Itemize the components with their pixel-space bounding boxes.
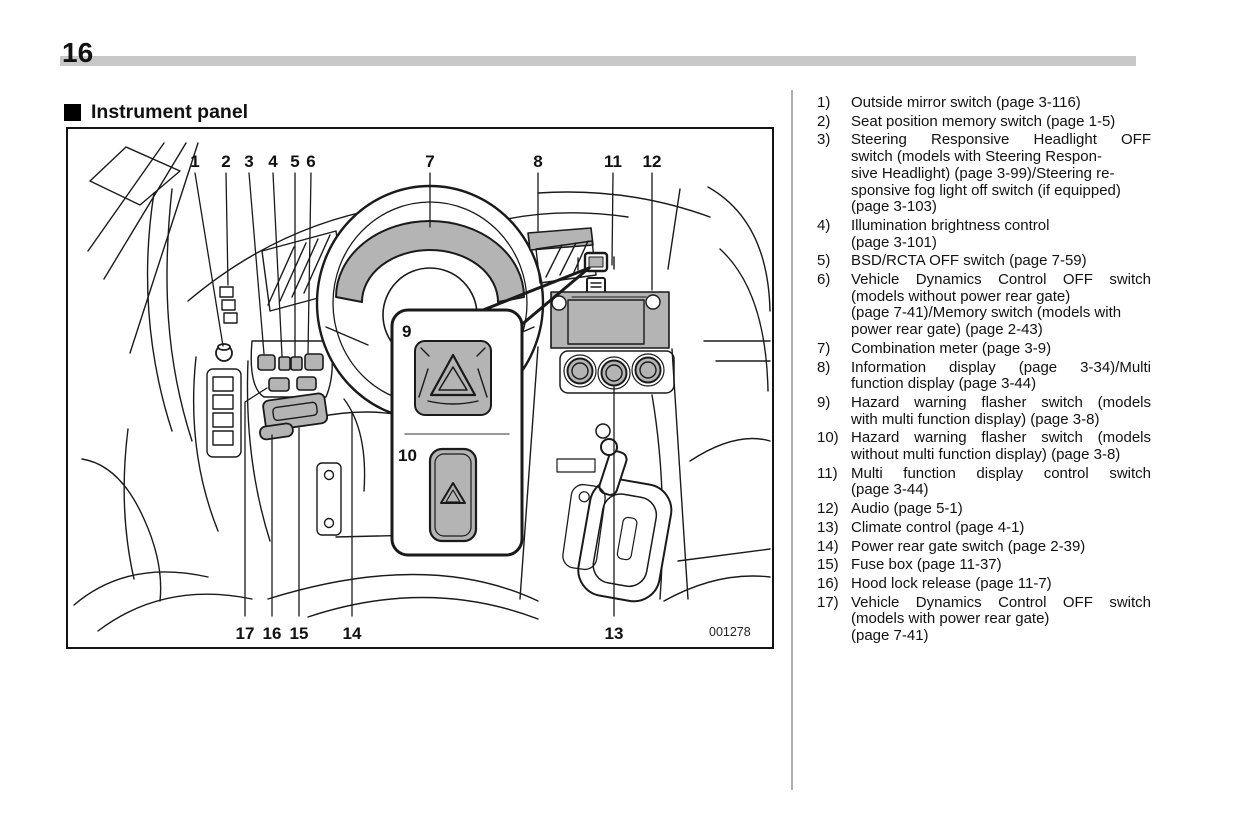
callout-14: 14: [342, 624, 362, 643]
legend-item-text: [851, 132, 1151, 216]
legend-item-line: Power rear gate switch (page 2-39): [851, 537, 1086, 555]
figure-code: 001278: [709, 625, 751, 639]
legend-item: [817, 253, 1151, 270]
legend-item-line: switch (models with Steering Respon-: [851, 148, 1102, 166]
legend-item-text: [851, 576, 1151, 593]
legend-item: [817, 595, 1151, 645]
callout-12: 12: [642, 152, 662, 171]
legend-item-line: power rear gate) (page 2-43): [851, 321, 1043, 339]
legend-item-line: (models with power rear gate): [851, 610, 1050, 628]
callout-2: 2: [221, 152, 231, 171]
legend-item-text: [851, 395, 1151, 428]
callout-9: 9: [402, 322, 412, 341]
legend-item-line: (models without power rear gate): [851, 287, 1071, 305]
legend-item-text: [851, 520, 1151, 537]
legend-item: [817, 395, 1151, 428]
section-title: Instrument panel: [91, 101, 249, 123]
callout-5: 5: [290, 152, 300, 171]
legend-item-number: 5): [817, 252, 831, 270]
callout-17: 17: [235, 624, 255, 643]
legend-item-line: Climate control (page 4-1): [851, 518, 1025, 536]
legend-item-number: 6): [817, 271, 831, 289]
legend-item-number: 7): [817, 339, 831, 357]
hood-lock-release: [259, 423, 293, 440]
legend-item-line: Outside mirror switch (page 3-116): [851, 94, 1081, 111]
legend-item-line: Multi function display control switch: [851, 464, 1151, 482]
legend-item: [817, 132, 1151, 216]
legend-item: [817, 341, 1151, 358]
hazard-switch-without-mfd: [430, 449, 476, 541]
legend-item-line: without multi function display) (page 3-8): [851, 446, 1121, 464]
legend-item-number: 2): [817, 112, 831, 130]
callout-15: 15: [289, 624, 309, 643]
callout-10: 10: [398, 446, 417, 465]
legend-item: [817, 114, 1151, 131]
callout-3: 3: [244, 152, 254, 171]
climate-knob: [564, 355, 596, 387]
legend-item-text: [851, 466, 1151, 499]
legend-item-line: Vehicle Dynamics Control OFF switch: [851, 593, 1151, 611]
legend-item-number: 16): [817, 574, 839, 592]
legend-item: [817, 557, 1151, 574]
outside-mirror-switch: [216, 344, 232, 361]
legend-item-number: 10): [817, 429, 839, 447]
legend-item-text: [851, 95, 1151, 112]
callout-4: 4: [268, 152, 278, 171]
legend-item-line: BSD/RCTA OFF switch (page 7-59): [851, 252, 1087, 270]
legend-item-text: [851, 272, 1151, 339]
instrument-panel-diagram: [68, 129, 772, 647]
legend-item-text: [851, 539, 1151, 556]
legend-item-text: [851, 501, 1151, 518]
climate-knob: [598, 357, 630, 389]
legend-item-text: [851, 360, 1151, 393]
legend-item: [817, 520, 1151, 537]
legend-item-number: 12): [817, 500, 839, 518]
legend-item-number: 15): [817, 556, 839, 574]
legend-item-number: 8): [817, 358, 831, 376]
legend-item-line: Hood lock release (page 11-7): [851, 574, 1052, 592]
legend-item-line: (page 7-41): [851, 627, 929, 645]
seat-memory-switch: [220, 287, 237, 323]
section-marker-icon: [64, 104, 81, 121]
climate-control: [560, 351, 674, 393]
legend-list: [817, 95, 1151, 647]
audio-unit: [551, 292, 669, 348]
legend-item-number: 14): [817, 537, 839, 555]
legend-item-number: 1): [817, 94, 831, 111]
legend-item-text: [851, 218, 1151, 251]
legend-item: [817, 576, 1151, 593]
legend-item-line: (page 3-103): [851, 198, 937, 216]
legend-item-number: 17): [817, 593, 839, 611]
legend-item-line: Steering Responsive Headlight OFF: [851, 131, 1151, 149]
legend-item-line: function display (page 3-44): [851, 375, 1037, 393]
climate-knob: [632, 354, 664, 386]
legend-item-text: [851, 114, 1151, 131]
legend-item-number: 9): [817, 393, 831, 411]
legend-item-line: Fuse box (page 11-37): [851, 556, 1002, 574]
legend-item-line: sponsive fog light off switch (if equipped): [851, 181, 1121, 199]
legend-item-number: 4): [817, 216, 831, 234]
callout-1: 1: [190, 152, 200, 171]
legend-item: [817, 218, 1151, 251]
legend-item-line: Hazard warning flasher switch (models: [851, 429, 1151, 447]
legend-item: [817, 360, 1151, 393]
legend-item: [817, 272, 1151, 339]
dash-switch-row: [258, 354, 323, 391]
legend-item: [817, 466, 1151, 499]
legend-item-number: 11): [817, 464, 838, 482]
page-number: 16: [62, 37, 94, 68]
legend-item-line: Hazard warning flasher switch (models: [851, 393, 1151, 411]
callout-11: 11: [604, 152, 622, 171]
callout-16: 16: [262, 624, 282, 643]
legend-item-number: 3): [817, 131, 831, 149]
legend-item-line: Information display (page 3-34)/Multi: [851, 358, 1151, 376]
right-door-art: [664, 187, 770, 601]
legend-item-text: [851, 430, 1151, 463]
legend-item-line: (page 3-44): [851, 481, 929, 499]
legend-item: [817, 539, 1151, 556]
legend-item-text: [851, 253, 1151, 270]
callout-6: 6: [306, 152, 316, 171]
column-separator: [791, 90, 793, 790]
legend-item-line: Illumination brightness control: [851, 216, 1050, 234]
hazard-switch-inset-panel: [392, 310, 522, 555]
legend-item-text: [851, 595, 1151, 645]
legend-item-line: (page 7-41)/Memory switch (models with: [851, 304, 1122, 322]
console-side-plate: [317, 463, 341, 535]
legend-item: [817, 95, 1151, 112]
legend-item-line: sive Headlight) (page 3-99)/Steering re-: [851, 164, 1115, 182]
legend-item-line: Audio (page 5-1): [851, 500, 963, 518]
callout-7: 7: [425, 152, 435, 171]
legend-item: [817, 501, 1151, 518]
legend-item-line: with multi function display) (page 3-8): [851, 410, 1100, 428]
legend-item-line: Vehicle Dynamics Control OFF switch: [851, 271, 1151, 289]
legend-item-line: (page 3-101): [851, 233, 937, 251]
instrument-panel-figure: [66, 127, 774, 649]
legend-item-line: Seat position memory switch (page 1-5): [851, 112, 1116, 130]
section-heading: [64, 101, 248, 124]
page-header-bar: [60, 56, 1136, 66]
legend-item: [817, 430, 1151, 463]
legend-item-text: [851, 341, 1151, 358]
legend-item-line: Combination meter (page 3-9): [851, 339, 1052, 357]
legend-item-number: 13): [817, 518, 839, 536]
callout-8: 8: [533, 152, 543, 171]
hazard-switch-with-mfd: [415, 341, 491, 415]
window-switch-bank: [207, 369, 241, 457]
callout-13: 13: [604, 624, 624, 643]
legend-item-text: [851, 557, 1151, 574]
